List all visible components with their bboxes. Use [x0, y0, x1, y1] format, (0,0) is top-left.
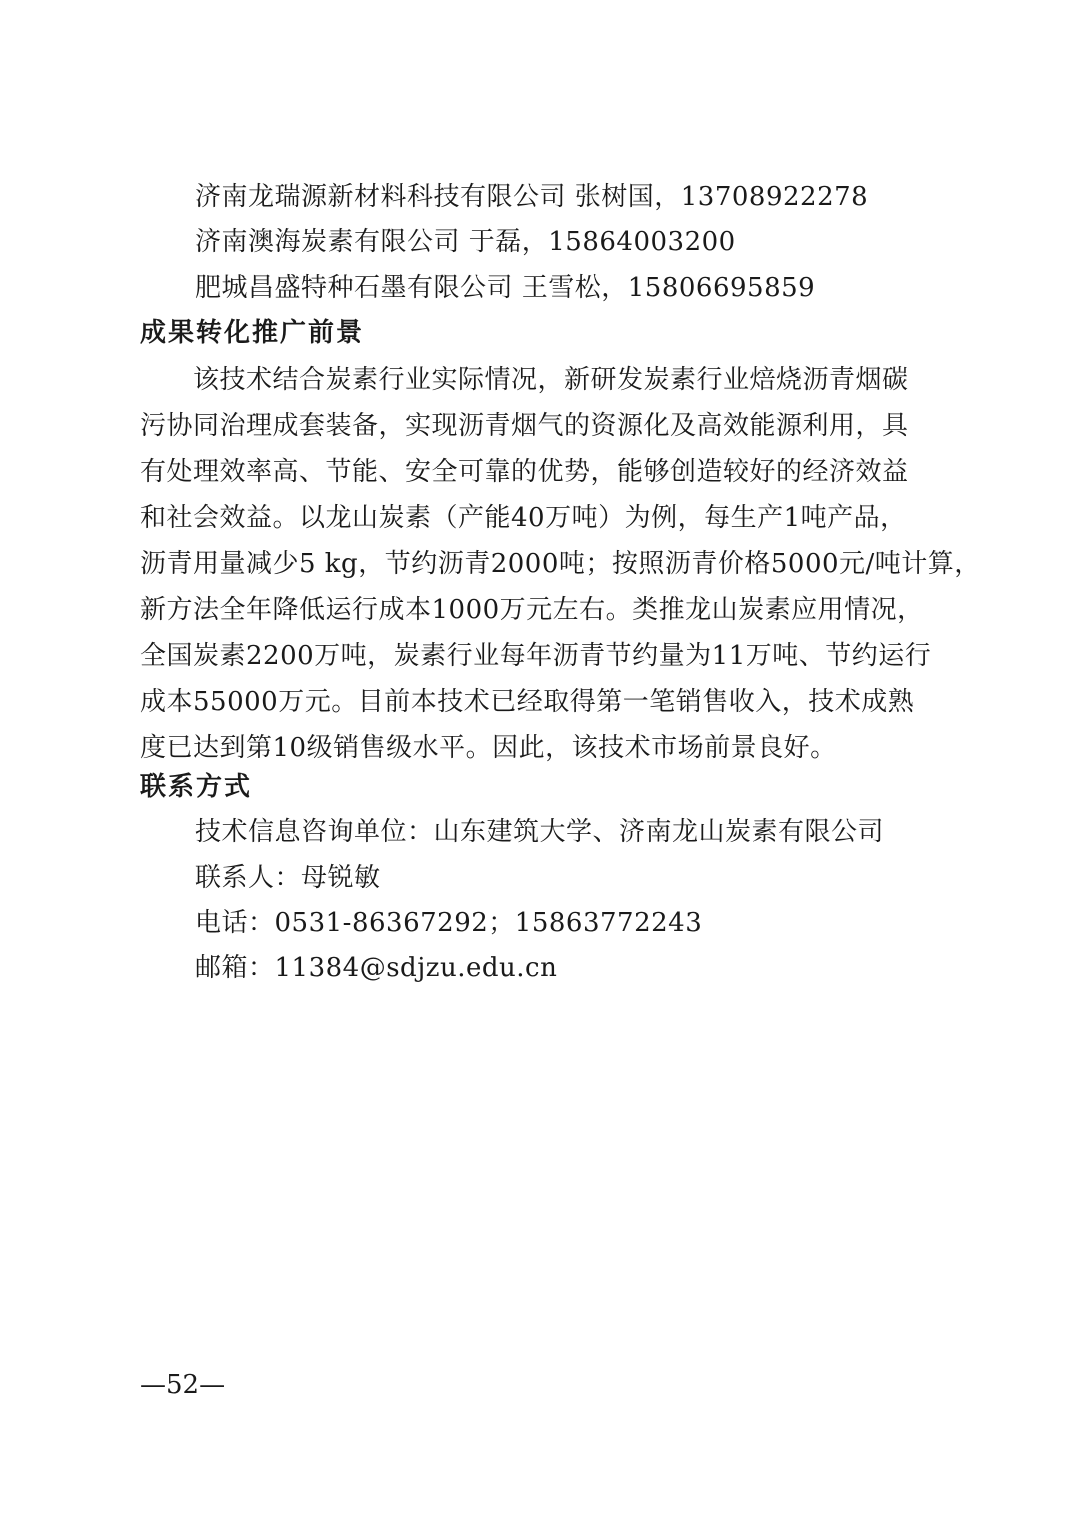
company-contact-2: 济南澳海炭素有限公司 于磊，15864003200 — [195, 227, 736, 257]
paragraph-line: 沥青用量减少5 kg，节约沥青2000吨；按照沥青价格5000元/吨计算， — [140, 549, 981, 579]
page-number: —52— — [140, 1370, 226, 1400]
section-heading-contact: 联系方式 — [140, 772, 253, 802]
section-heading-prospect: 成果转化推广前景 — [140, 318, 365, 348]
paragraph-line: 度已达到第10级销售级水平。因此，该技术市场前景良好。 — [140, 733, 837, 763]
company-contact-1: 济南龙瑞源新材料科技有限公司 张树国，13708922278 — [195, 182, 869, 212]
paragraph-line: 和社会效益。以龙山炭素（产能40万吨）为例，每生产1吨产品， — [140, 503, 907, 533]
contact-person: 联系人：母锐敏 — [195, 863, 381, 893]
company-contact-3: 肥城昌盛特种石墨有限公司 王雪松，15806695859 — [195, 273, 816, 303]
paragraph-line: 该技术结合炭素行业实际情况，新研发炭素行业焙烧沥青烟碳 — [140, 365, 909, 395]
paragraph-line: 有处理效率高、节能、安全可靠的优势，能够创造较好的经济效益 — [140, 457, 909, 487]
contact-unit: 技术信息咨询单位：山东建筑大学、济南龙山炭素有限公司 — [195, 817, 885, 847]
paragraph-line: 成本55000万元。目前本技术已经取得第一笔销售收入，技术成熟 — [140, 687, 915, 717]
contact-phone: 电话：0531-86367292；15863772243 — [195, 908, 703, 938]
paragraph-line: 污协同治理成套装备，实现沥青烟气的资源化及高效能源利用，具 — [140, 411, 909, 441]
paragraph-line: 新方法全年降低运行成本1000万元左右。类推龙山炭素应用情况， — [140, 595, 924, 625]
paragraph-line: 全国炭素2200万吨，炭素行业每年沥青节约量为11万吨、节约运行 — [140, 641, 932, 671]
contact-email: 邮箱：11384@sdjzu.edu.cn — [195, 953, 558, 983]
